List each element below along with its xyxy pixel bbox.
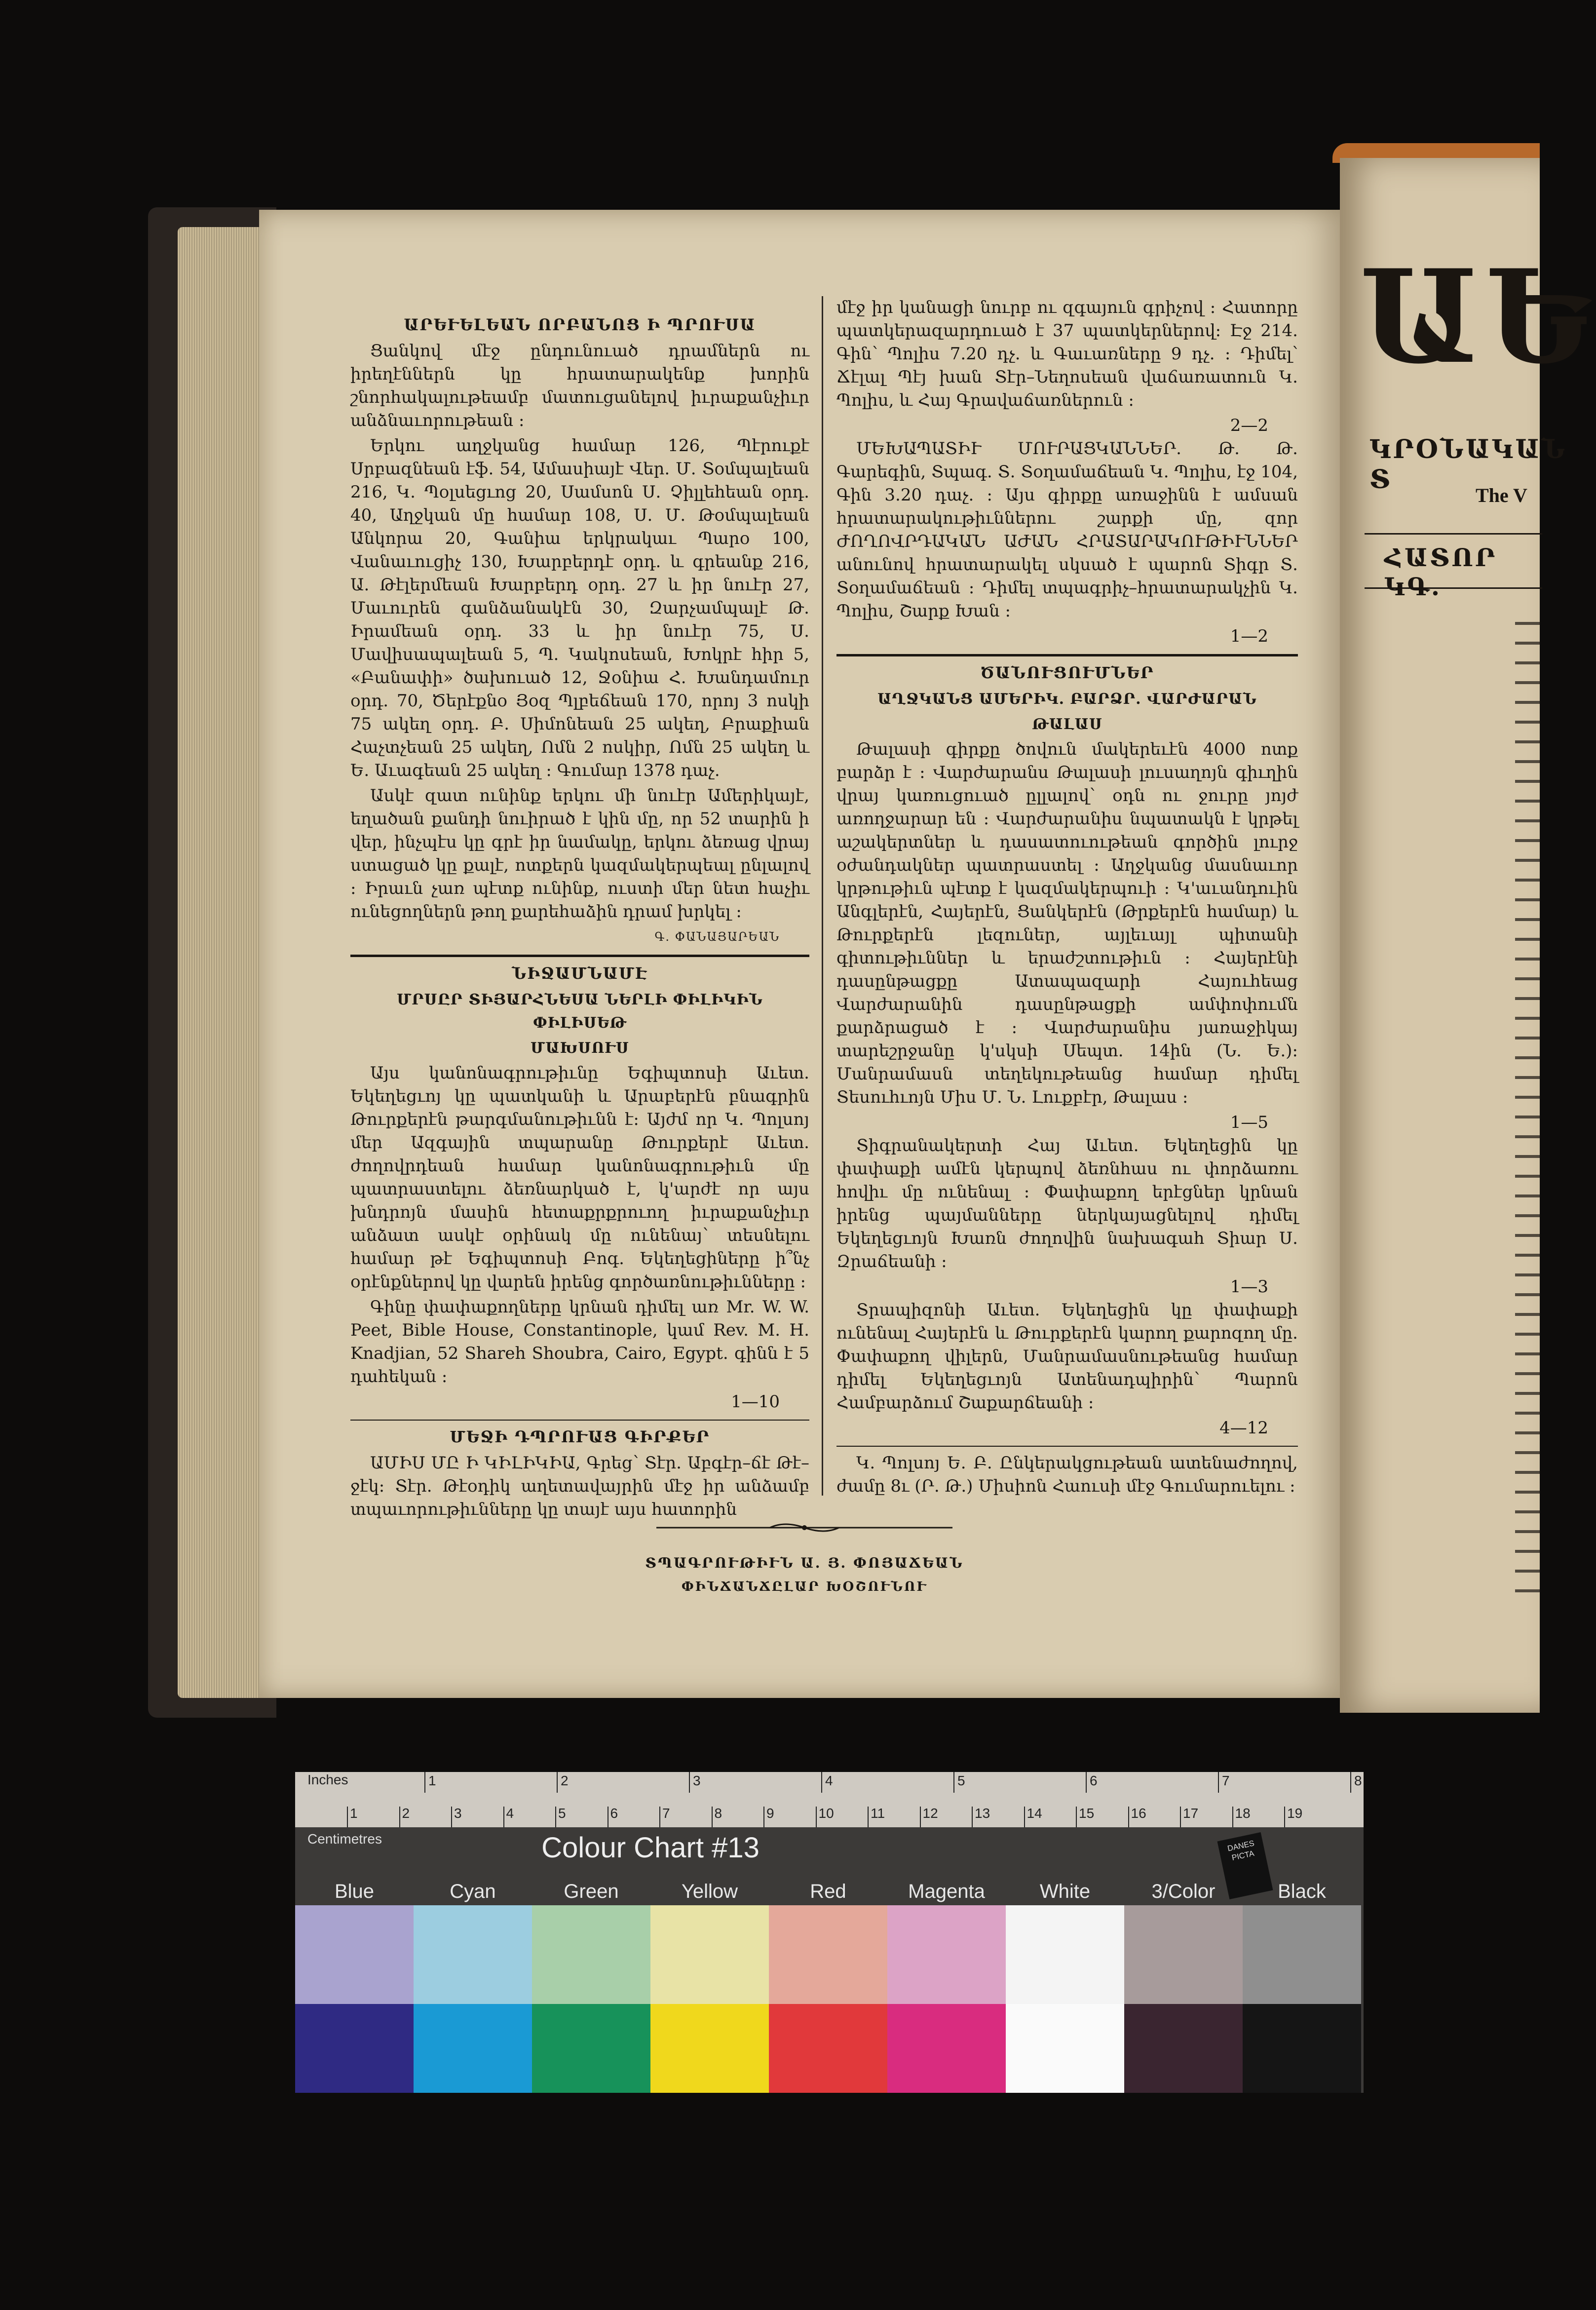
paragraph: Ցանկով մէջ ընդունուած դրամներն ու իրեղէններն կը հրատարակենք խորին շնորհակալութեամբ մատուցանելով իւրաքանչիւր անձնաւորութեան ։ <box>350 341 809 430</box>
inch-number: 7 <box>1222 1773 1230 1788</box>
inch-number: 2 <box>561 1773 569 1788</box>
inch-tick <box>557 1772 558 1793</box>
paragraph: ՄԵԽԱՊԱՏԻՒ ՄՈՒՐԱՑԿԱՆՆԵՐ. Թ. Թ. Գարեգին, Տպագ. Տ. Տօղամաճեան Կ. Պոլիս, էջ 104, Գին 3.20 դաչ. ։ Այս գիրքը առաջինն է ամսան հրատարակութիւններու շարքի մը, զոր ԺՈՂՈՎՐԴԱԿԱՆ ԱԺԱՆ ՀՐԱՏԱՐԱԿՈՒԹԻՒՆՆԵՐ անունով հրատարակել սկսած է պարոն Տիգր Տ. Տօղամաճեան ։ Դիմել տպագրիչ–հրատարակչին Կ. Պոլիս, Շարք Խան ։ <box>836 439 1298 621</box>
cm-tick <box>1128 1807 1129 1827</box>
page-edges <box>178 227 266 1698</box>
swatch-light <box>414 1905 532 2004</box>
signature: Գ. ՓԱՆԱՅԱՐԵԱՆ <box>654 930 780 944</box>
cm-number: 13 <box>975 1806 990 1821</box>
ornament-flourish <box>646 1520 962 1535</box>
cm-tick <box>1232 1807 1233 1827</box>
cm-number: 10 <box>818 1806 834 1821</box>
cm-number: 7 <box>662 1806 670 1821</box>
cm-number: 9 <box>766 1806 774 1821</box>
swatch-label: Cyan <box>450 1881 496 1902</box>
section-subheading: ՄՐՍԸՐ ՏԻՅԱՐՀՆԵՍԱ ՆԵՐԼԻ ՓԻԼԻԿԻՆ ՓԻԼԻՍԵԹ <box>397 991 763 1032</box>
paragraph: Այս կանոնագրութիւնը Եգիպտոսի Աւետ. Եկեղեցւոյ կը պատկանի և Արաբերէն բնագրին Թուրքերէն թարգմանութիւնն է։ Այժմ որ Կ. Պոլսոյ մեր Ազգային տպարանը Թուրքերէ Աւետ. ժողովրդեան համար կանոնագրութիւն մը պատրաստելու ձեռնարկած է, կ'արժէ որ այս խնդրոյն մասին հետաքրքրուող իւրաքանչիւր անձատ ասկէ օրինակ մը ունենայ՝ տեսնելու համար թէ Եգիպտոսի Բոգ. Եկեղեցիները ի՞նչ օրէնքներով կը վարեն իրենց գործառնութիւնները ։ <box>350 1063 809 1292</box>
swatch-light <box>887 1905 1006 2004</box>
masthead-subtitle: ԿՐՕՆԱԿԱՆ Տ <box>1369 434 1567 495</box>
text-column-edge <box>1515 622 1540 1609</box>
cm-number: 6 <box>610 1806 618 1821</box>
colour-chart <box>295 1772 1364 2093</box>
paragraph: ԱՄԻՍ ՄԸ Ի ԿԻԼԻԿԻԱ, Գրեց՝ Տէր. Աբգէր–ճէ Թէ–ջէկ։ Տէր. Թէօդիկ աղետավայրին մէջ իր անձամբ տպաւորութիւնները կը տայէ այս հատորին <box>350 1453 809 1519</box>
swatch-label: Green <box>564 1881 619 1902</box>
inch-tick <box>1086 1772 1087 1793</box>
swatch-light <box>1124 1905 1243 2004</box>
cm-number: 18 <box>1235 1806 1251 1821</box>
cm-tick <box>763 1807 764 1827</box>
swatch-dark <box>532 2004 650 2093</box>
issue-range: 4—12 <box>1219 1418 1268 1438</box>
masthead-rule <box>1365 587 1542 589</box>
cm-tick <box>503 1807 504 1827</box>
cm-tick <box>555 1807 556 1827</box>
masthead-english: The V <box>1476 484 1527 506</box>
cm-tick <box>972 1807 973 1827</box>
cm-tick <box>868 1807 869 1827</box>
volume-label: ՀԱՏՈՐ ԿԳ. <box>1384 543 1497 601</box>
swatch-label: White <box>1039 1881 1091 1902</box>
cm-tick <box>1076 1807 1077 1827</box>
cm-tick <box>816 1807 817 1827</box>
cm-number: 8 <box>714 1806 722 1821</box>
inch-tick <box>821 1772 822 1793</box>
inch-number: 3 <box>693 1773 701 1788</box>
inch-tick <box>424 1772 425 1793</box>
paragraph: Կ. Պոլսոյ Ե. Բ. Ընկերակցութեան ատենաժողով, ժամը 8ւ (Ր. Թ.) Միսիոն Հաուսի մէջ Գումարուելու ։ <box>836 1453 1298 1496</box>
cm-tick <box>659 1807 660 1827</box>
divider-rule <box>836 654 1298 656</box>
swatch-label: Red <box>810 1881 846 1902</box>
column-divider <box>822 296 823 1496</box>
swatch-dark <box>1006 2004 1124 2093</box>
swatch-light <box>650 1905 769 2004</box>
danes-picta-logo: DANES PICTA <box>1217 1832 1273 1899</box>
book-page-right <box>1340 158 1596 1713</box>
swatch-label: Black <box>1278 1881 1326 1902</box>
paragraph: Տրապիզոնի Աւետ. Եկեղեցին կը փափաքի ունենալ Հայերէն և Թուրքերէն կարող քարոզող մը. Փափաքող վիլերն, Մանրամասնութեանց համար դիմել Եկեղեցւոյն Ատենադպիրին՝ Պարոն Համբարձում Շաքարճեանի ։ <box>836 1300 1298 1413</box>
swatch-dark <box>769 2004 887 2093</box>
cm-tick <box>712 1807 713 1827</box>
swatch-dark <box>414 2004 532 2093</box>
swatch-light <box>1243 1905 1361 2004</box>
swatch-light <box>769 1905 887 2004</box>
swatch-label: Yellow <box>681 1881 738 1902</box>
printer-address: ՓԻՆՃԱՆՃԸԼԱՐ ԽՕՇՈՒՆՈՒ <box>681 1579 928 1594</box>
cm-number: 3 <box>454 1806 462 1821</box>
cm-tick <box>399 1807 400 1827</box>
swatch-dark <box>1243 2004 1361 2093</box>
inch-tick <box>953 1772 954 1793</box>
masthead-title: ԱԵ <box>1360 242 1596 392</box>
issue-range: 1—3 <box>1230 1277 1268 1297</box>
ruler-cm-label: Centimetres <box>307 1831 382 1847</box>
masthead-rule <box>1365 533 1542 535</box>
cm-tick <box>451 1807 452 1827</box>
issue-range: 1—5 <box>1230 1113 1268 1132</box>
divider-rule <box>836 1446 1298 1447</box>
inch-number: 8 <box>1354 1773 1362 1788</box>
section-subheading: ԹԱԼԱՍ <box>1031 716 1103 733</box>
printer-name: ՏՊԱԳՐՈՒԹԻՒՆ Ա. Յ. ՓՈՅԱՃԵԱՆ <box>645 1555 964 1571</box>
cm-number: 4 <box>506 1806 514 1821</box>
swatch-label: 3/Color <box>1151 1881 1216 1902</box>
divider-rule <box>350 1420 809 1421</box>
paragraph: Թալասի գիրքը ծովուն մակերեւէն 4000 ոտք բարձր է ։ Վարժարանս Թալասի լուսաղոյն գիւղին վրայ կառուցուած ըլլալով՝ օդն ու ջուրը յոյժ առողջարար են ։ Վարժարանիս նպատակն է կրթել աշակերտներ և դասատուութեան գործին լուրջ օժանդակներ պատրաստել ։ Աղջկանց մասնաւոր կրթութիւն պէտք է կազմակերպուի ։ Կ'աւանդուին Անգլերէն, Հայերէն, Ցանկերէն (Թրքերէն համար) և Թուրքերէն լեզուներ, այլեւայլ պիտանի գիտութիւններ և երաժշտութիւն ։ Հայերէնի դասընթացքը Ատապազարի Հայուհեաց Վարժարանին դասընթացքի ամփոփումն քարձրացած է ։ Վարժարանիս յառաջիկայ տարեշրջանը կ'սկսի Սեպտ. 14ին (Ն. Ե.)։ Մանրամասն տեղեկութեանց համար դիմել Տեսուհւոյն Միս Մ. Ն. Լուքբէր, Թալաս ։ <box>836 739 1298 1107</box>
swatch-light <box>295 1905 414 2004</box>
cm-number: 11 <box>871 1806 885 1821</box>
ruler-inches-label: Inches <box>307 1772 348 1787</box>
issue-range: 1—10 <box>731 1392 780 1412</box>
cm-tick <box>920 1807 921 1827</box>
swatch-dark <box>295 2004 414 2093</box>
swatch-dark <box>887 2004 1006 2093</box>
paragraph: Տիգրանակերտի Հայ Աւետ. Եկեղեցին կը փափաքի ամէն կերպով ձեռնհաս ու փորձառու հովիւ մը ունենալ ։ Փափաքող երէցներ կրնան իրենց պայմանները ներկայացնելով դիմել Եկեղեցւոյն Խառն ժողովին նախագահ Տիար Ս. Զրաճեանի ։ <box>836 1136 1298 1271</box>
inch-tick <box>689 1772 690 1793</box>
cm-number: 15 <box>1079 1806 1095 1821</box>
cm-number: 17 <box>1183 1806 1199 1821</box>
right-column <box>836 296 1298 1500</box>
cm-number: 5 <box>558 1806 566 1821</box>
inch-number: 1 <box>428 1773 436 1788</box>
section-heading: ՄԵՋԻ ԴՊՐՈՒԱՑ ԳԻՐՔԵՐ <box>450 1427 710 1446</box>
cm-number: 16 <box>1131 1806 1146 1821</box>
swatch-light <box>1006 1905 1124 2004</box>
inch-number: 5 <box>957 1773 965 1788</box>
cm-tick <box>1024 1807 1025 1827</box>
section-subheading: ԱՂՋԿԱՆՑ ԱՄԵՐԻԿ. ԲԱՐՁՐ. ՎԱՐԺԱՐԱՆ <box>877 691 1257 708</box>
swatch-label: Magenta <box>908 1881 985 1902</box>
cm-number: 14 <box>1026 1806 1042 1821</box>
inch-tick <box>1218 1772 1219 1793</box>
section-heading: ԾԱՆՈՒՑՈՒՄՆԵՐ <box>980 663 1154 682</box>
swatch-dark <box>650 2004 769 2093</box>
cm-number: 12 <box>922 1806 938 1821</box>
cm-tick <box>1284 1807 1285 1827</box>
chart-title: Colour Chart #13 <box>541 1832 760 1864</box>
section-heading: ԱՐԵՒԵԼԵԱՆ ՈՐԲԱՆՈՑ Ի ՊՐՈՒՍԱ <box>404 315 756 334</box>
swatch-light <box>532 1905 650 2004</box>
issue-range: 2—2 <box>1230 416 1268 435</box>
cm-tick <box>1180 1807 1181 1827</box>
paragraph: Ասկէ զատ ունինք երկու մի նուէր Ամերիկայէ, եղածան քանդի նուիրած է կին մը, որ 52 տարին ի վեր, ինչպէս կը գրէ իր նամակը, երկու ձեռաց վրայ ստացած կը քալէ, ոտքերն կազմակերպեալ ընլալով ։ Իրաւն չառ պէտք ունինք, ուստի մեր նետ հաչիւ ունեցողներն թող քարեհաձին դրամ խրկել ։ <box>350 786 809 922</box>
inch-number: 6 <box>1090 1773 1098 1788</box>
cm-number: 19 <box>1287 1806 1303 1821</box>
paragraph: մէջ իր կանացի նուրբ ու զգայուն գրիչով ։ Հատորը պատկերազարդուած է 37 պատկերներով։ Էջ 214. Գին՝ Պոլիս 7.20 դչ. և Գաւառները 9 դչ. ։ Դիմել՝ Ճէլալ Պէյ խան Տէր–Նեղոսեան վաճառատուն Կ. Պոլիս, և Հայ Գրավաճառներուն ։ <box>836 298 1298 410</box>
swatch-label: Blue <box>334 1881 375 1902</box>
left-column <box>350 308 809 1523</box>
issue-range: 1—2 <box>1230 626 1268 646</box>
paragraph: Գինը փափաքողները կրնան դիմել առ Mr. W. W. Peet, Bible House, Constantinople, կամ Rev. M. H. Knadjian, 52 Shareh Shoubra, Cairo, Egypt. գինն է 5 դահեկան ։ <box>350 1297 809 1386</box>
inch-number: 4 <box>825 1773 833 1788</box>
paragraph: Երկու աղջկանց համար 126, Պէրուքէ Սրբազնեան էֆ. 54, Ամասիայէ Վեր. Մ. Տօմպալեան 216, Կ. Պօլսեցւոց 20, Սամսոն Ս. Չիլլեհեան օրդ. 40, Աղջկան մը համար 108, Ս. Մ. Թօմպալեան Անկորա 20, Գանիա երկրակաւ Պարօ 100, Վանաւուցիչ 130, Խարբերդէ օրդ. և գրեանք 216, Ա. Թէլերմեան Խարբերդ օրդ. 27 և իր նուէր 27, Մաւուրեն գանձանակէն 30, Զարչամպալէ Թ. Իրամեան օրդ. 33 և իր նուէր 75, Ս. Մավիսապալեան 5, Պ. Կակոսեան, Խոկրէ հիր 5, «Բանափի» ծախուած 12, Ջօնիա Հ. Խանդամուր օրդ. 70, Ծերէքնօ Յօզ Պլբեճեան 170, որոյ 3 ոսկի 75 ակեղ օրդ. Բ. Սիմոնեան 25 ակեղ, Բրաքիան Հաչտչեան 25 ակեղ, Ոմն 2 ոսկիր, Ոմն 25 ակեղ և Ե. Աւագեան 25 ակեղ ։ Գումար 1378 դաչ. <box>350 436 809 780</box>
section-heading: ՆԻՋԱՄՆԱՄԷ <box>512 964 648 983</box>
cm-number: 1 <box>350 1806 358 1821</box>
swatch-dark <box>1124 2004 1243 2093</box>
section-subheading: ՄԱԽՍՈՒՍ <box>531 1040 629 1057</box>
cm-tick <box>347 1807 348 1827</box>
cm-number: 2 <box>402 1806 410 1821</box>
inch-tick <box>1350 1772 1351 1793</box>
divider-rule <box>350 955 809 957</box>
ruler <box>295 1772 1364 1847</box>
